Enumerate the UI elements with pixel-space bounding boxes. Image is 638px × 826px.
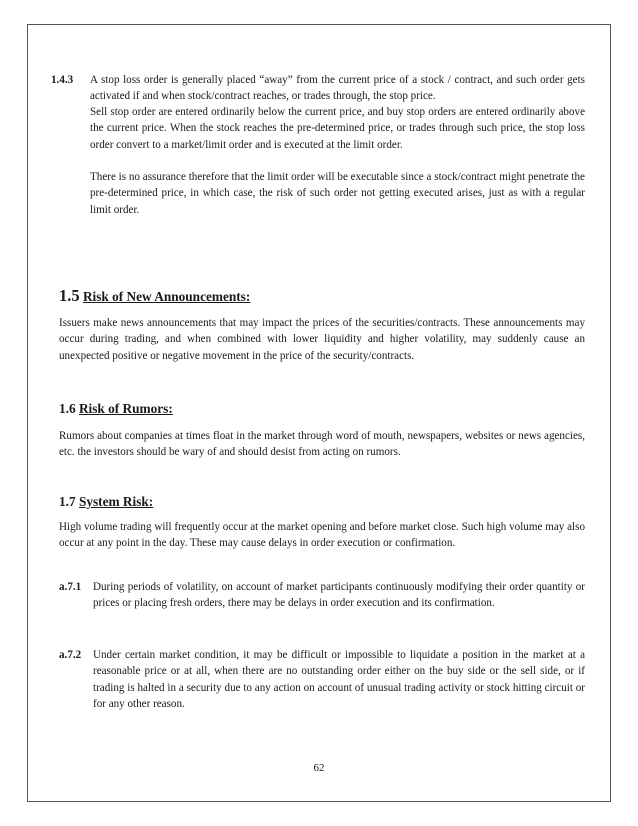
section-1-4-3-paragraph-2: Sell stop order are entered ordinarily below the current price, and buy stop orders are entered ordinarily above the current price. When the stock reaches the pre-determined price, or trades through such price, the stop loss order convert to a market/limit order and is executed at the limit order. xyxy=(90,106,585,151)
item-a-7-2-text: Under certain market condition, it may be difficult or impossible to liquidate a position in the market at a reasonable price or at all, when there are no outstanding order either on the buy side or the sell side, or if trading is halted in a security due to any action on account of unusual trading activity or stock hitting circuit or for any other reason. xyxy=(93,649,585,711)
section-1-4-3-paragraph-3: There is no assurance therefore that the limit order will be executable since a stock/contract might penetrate the pre-determined price, in which case, the risk of such order not getting executed arises, just as with a regular limit order. xyxy=(90,171,585,216)
item-a-7-1-number: a.7.1 xyxy=(59,581,82,593)
section-1-4-3-number: 1.4.3 xyxy=(51,74,74,86)
section-1-6-heading xyxy=(59,400,173,418)
section-1-6-title: Risk of Rumors: xyxy=(78,401,173,416)
section-1-5-body: Issuers make news announcements that may impact the prices of the securities/contracts. These announcements may occur during trading, and when combined with lower liquidity and higher volatility, may suddenly cause an unexpected positive or negative movement in the price of the security/contracts. xyxy=(59,317,585,362)
section-1-5-heading xyxy=(59,287,250,306)
page-number: 62 xyxy=(313,762,325,774)
item-a-7-1-text: During periods of volatility, on account of market participants continuously modifying their order quantity or prices or placing fresh orders, there may be delays in order execution and its confirmation. xyxy=(93,581,585,610)
section-1-5-number: 1.5 xyxy=(59,286,80,305)
section-1-7-heading xyxy=(59,493,153,511)
section-1-7-number: 1.7 xyxy=(59,494,76,509)
item-a-7-2-number: a.7.2 xyxy=(59,649,82,661)
section-1-4-3-paragraph-1: A stop loss order is generally placed “away” from the current price of a stock / contract, and such order gets activated if and when stock/contract reaches, or trades through, the stop price. xyxy=(90,74,585,103)
section-1-5-title: Risk of New Announcements: xyxy=(82,289,251,304)
section-1-7-body: High volume trading will frequently occur at the market opening and before market close. Such high volume may also occur at any point in the day. These may cause delays in order execution or confirmation. xyxy=(59,521,585,550)
section-1-6-number: 1.6 xyxy=(59,401,76,416)
section-1-7-title: System Risk: xyxy=(78,494,154,509)
section-1-6-body: Rumors about companies at times float in the market through word of mouth, newspapers, websites or news agencies, etc. the investors should be wary of and should desist from acting on rumors. xyxy=(59,430,585,459)
